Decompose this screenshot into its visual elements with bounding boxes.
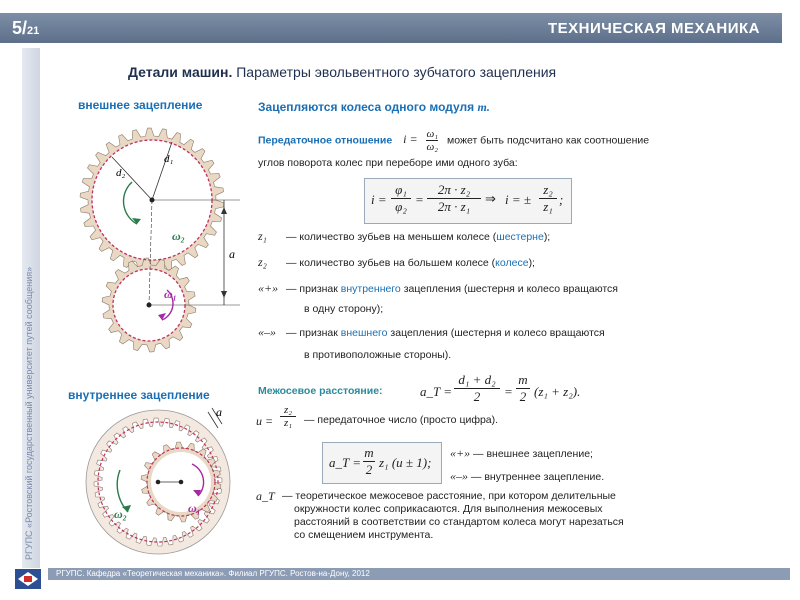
footer-text: РГУПС. Кафедра «Теоретическая механика». Филиал РГУПС. Ростов-на-Дону, 2012 <box>56 569 370 578</box>
formula-ratio: i = φ₁ φ₂ = 2π · z₂ 2π · z₁ ⇒ i = ± z₂ z₁ ; <box>364 178 572 224</box>
label-omega1-internal: ω₁ <box>188 501 201 515</box>
page-title: Детали машин. Параметры эвольвентного зубчатого зацепления <box>128 64 557 80</box>
label-a-internal: a <box>216 405 222 419</box>
page-number: 5/21 <box>12 18 40 38</box>
definition-item: в противоположные стороны). <box>304 349 452 361</box>
definition-item: в одну сторону); <box>304 303 384 315</box>
label-internal-mesh: внутреннее зацепление <box>68 388 210 402</box>
definition-item: z₂ — количество зубьев на большем колесе (колесе); <box>258 255 535 269</box>
definition-item: z₁ — количество зубьев на меньшем колесе (шестерне); <box>258 229 551 243</box>
center-small <box>147 303 152 308</box>
gear-diagram-external <box>62 112 252 382</box>
definition-item: «–» — признак внешнего зацепления (шестерня и колесо вращаются <box>258 325 605 339</box>
sidebar-text: РГУПС «Ростовский государственный университет путей сообщения» <box>24 266 34 560</box>
sign-definitions <box>450 442 604 488</box>
same-module-heading: Зацепляются колеса одного модуля m. <box>258 100 490 114</box>
label-omega2: ω₂ <box>172 229 185 243</box>
label-d1: d₁ <box>164 153 174 165</box>
gear-diagram-internal <box>80 400 240 565</box>
center-distance-line: Межосевое расстояние: <box>258 385 383 397</box>
university-logo <box>14 567 42 591</box>
formula-center-distance-u: a_T = m 2 z₁ (u ± 1); <box>322 442 442 484</box>
sign-minus: «–» — внутреннее зацепление. <box>450 469 605 483</box>
center-large <box>150 198 155 203</box>
definition-item: «+» — признак внутреннего зацепления (шестерня и колесо вращаются <box>258 281 618 295</box>
label-d2: d₂ <box>116 167 126 179</box>
course-title: ТЕХНИЧЕСКАЯ МЕХАНИКА <box>547 20 760 37</box>
label-omega2-internal: ω₂ <box>114 507 127 521</box>
label-external-mesh: внешнее зацепление <box>78 98 203 112</box>
ratio-line: Передаточное отношение i = $\frac{\text{ω₁}}{\text{ω₂}}$ может быть подсчитано как соотношение <box>258 128 650 153</box>
label-omega1: ω₁ <box>164 287 177 301</box>
label-a: a <box>229 247 235 261</box>
sign-plus: «+» — внешнее зацепление; <box>450 446 593 460</box>
ratio-line-2: углов поворота колес при переборе ими одного зуба: <box>258 157 518 169</box>
